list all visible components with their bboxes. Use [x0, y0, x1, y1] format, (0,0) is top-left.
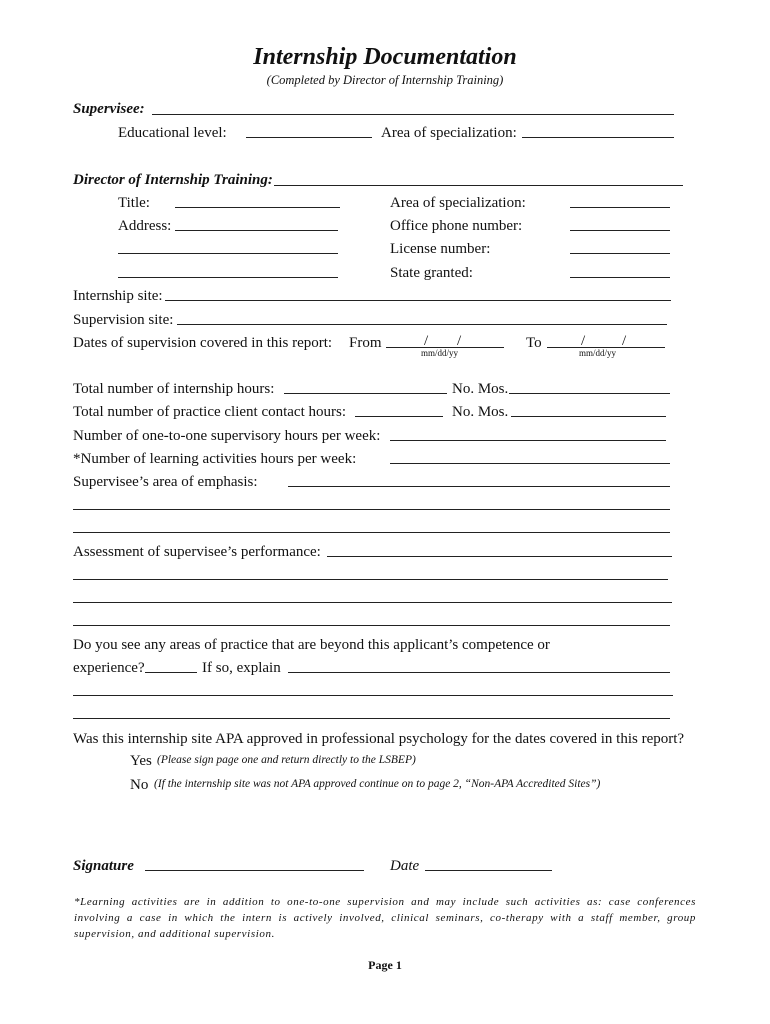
practice-client-hours-label: Total number of practice client contact hours: [73, 404, 347, 420]
educational-level-label: Educational level: [118, 125, 227, 141]
assessment-field-3[interactable] [73, 602, 672, 603]
from-slash-2: / [457, 333, 462, 349]
address-field-1[interactable] [175, 230, 338, 231]
director-field[interactable] [274, 185, 683, 186]
apa-yes-note: (Please sign page one and return directly to the LSBEP) [157, 754, 416, 766]
total-internship-hours-field[interactable] [284, 393, 447, 394]
director-title-label: Title: [118, 195, 150, 211]
assessment-label: Assessment of supervisee’s performance: [73, 544, 321, 560]
supervisee-label: Supervisee: [73, 101, 145, 117]
no-mos-field-2[interactable] [511, 416, 666, 417]
total-internship-hours-label: Total number of internship hours: [73, 381, 275, 397]
supervisee-specialization-field[interactable] [522, 137, 674, 138]
footnote: *Learning activities are in addition to one-to-one supervision and may include such activities as: case conferences involving a case in which the intern is actively involved, clinical seminars, co-therapy with a staff member, group supervision, and additional supervision. [74, 896, 696, 940]
no-mos-label-1: No. Mos. [452, 381, 509, 397]
apa-question: Was this internship site APA approved in professional psychology for the dates covered in this report? [73, 731, 685, 747]
emphasis-field-1[interactable] [288, 486, 670, 487]
director-specialization-label: Area of specialization: [390, 195, 526, 211]
learning-hours-label: *Number of learning activities hours per week: [73, 451, 357, 467]
office-phone-field[interactable] [570, 230, 670, 231]
supervisee-specialization-label: Area of specialization: [381, 125, 517, 141]
signature-field[interactable] [145, 870, 364, 871]
emphasis-field-2[interactable] [73, 509, 670, 510]
to-slash-2: / [622, 333, 627, 349]
assessment-field-2[interactable] [73, 579, 668, 580]
apa-no-note: (If the internship site was not APA approved continue on to page 2, “Non-APA Accredited Sites”) [154, 778, 601, 790]
competence-answer-field[interactable] [145, 672, 197, 673]
from-slash-1: / [424, 333, 429, 349]
learning-hours-field[interactable] [390, 463, 670, 464]
internship-site-field[interactable] [165, 300, 671, 301]
internship-site-label: Internship site: [73, 288, 163, 304]
no-mos-label-2: No. Mos. [452, 404, 509, 420]
competence-question-line2: experience? [73, 660, 145, 676]
to-label: To [526, 335, 542, 351]
address-field-3[interactable] [118, 277, 338, 278]
supervision-site-label: Supervision site: [73, 312, 174, 328]
supervisee-field[interactable] [152, 114, 674, 115]
date-label: Date [390, 858, 420, 874]
page-subtitle: (Completed by Director of Internship Training) [266, 73, 504, 87]
to-slash-1: / [581, 333, 586, 349]
state-granted-label: State granted: [390, 265, 473, 281]
emphasis-field-3[interactable] [73, 532, 670, 533]
license-number-label: License number: [390, 241, 491, 257]
competence-question-line1: Do you see any areas of practice that are beyond this applicant’s competence or [73, 637, 550, 653]
explain-field-2[interactable] [73, 695, 673, 696]
date-field[interactable] [425, 870, 552, 871]
educational-level-field[interactable] [246, 137, 372, 138]
signature-label: Signature [73, 858, 134, 874]
page-number: Page 1 [368, 958, 402, 972]
address-field-2[interactable] [118, 253, 338, 254]
one-to-one-hours-label: Number of one-to-one supervisory hours per week: [73, 428, 381, 444]
emphasis-label: Supervisee’s area of emphasis: [73, 474, 258, 490]
license-number-field[interactable] [570, 253, 670, 254]
apa-yes-label[interactable]: Yes [130, 753, 152, 769]
from-date-format: mm/dd/yy [421, 348, 459, 358]
explain-field-1[interactable] [288, 672, 670, 673]
director-title-field[interactable] [175, 207, 340, 208]
supervision-site-field[interactable] [177, 324, 667, 325]
apa-no-label[interactable]: No [130, 777, 149, 793]
no-mos-field-1[interactable] [509, 393, 670, 394]
director-label: Director of Internship Training: [73, 172, 273, 188]
office-phone-label: Office phone number: [390, 218, 523, 234]
practice-client-hours-field[interactable] [355, 416, 443, 417]
dates-label: Dates of supervision covered in this report: [73, 335, 333, 351]
explain-field-3[interactable] [73, 718, 670, 719]
to-date-format: mm/dd/yy [579, 348, 617, 358]
director-specialization-field[interactable] [570, 207, 670, 208]
address-label: Address: [118, 218, 172, 234]
page-title: Internship Documentation [253, 44, 517, 70]
from-label: From [349, 335, 382, 351]
one-to-one-hours-field[interactable] [390, 440, 666, 441]
explain-label: If so, explain [202, 660, 281, 676]
state-granted-field[interactable] [570, 277, 670, 278]
assessment-field-1[interactable] [327, 556, 672, 557]
assessment-field-4[interactable] [73, 625, 670, 626]
